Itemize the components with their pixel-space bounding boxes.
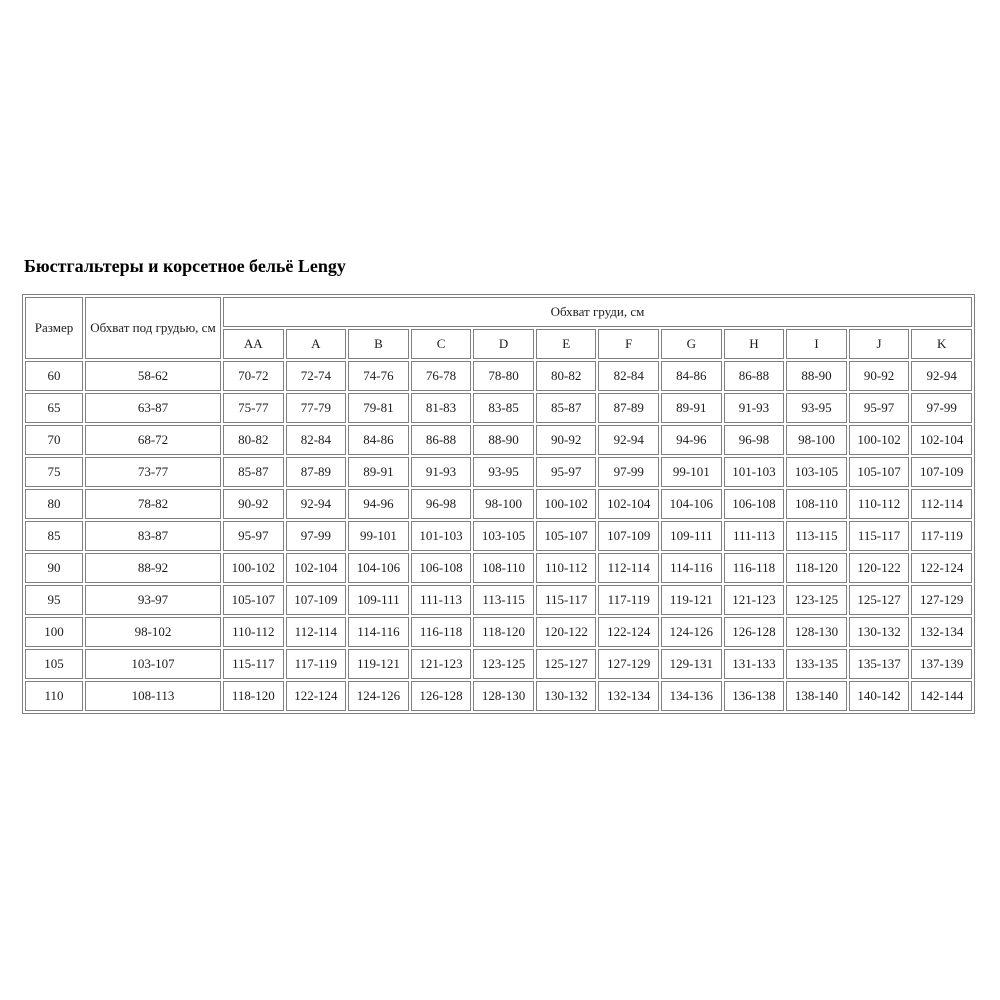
- bust-range-cell: 107-109: [286, 585, 347, 615]
- bust-range-cell: 87-89: [286, 457, 347, 487]
- bust-range-cell: 105-107: [223, 585, 284, 615]
- bust-range-cell: 107-109: [598, 521, 659, 551]
- bust-range-cell: 79-81: [348, 393, 409, 423]
- cup-column-header: C: [411, 329, 472, 359]
- size-cell: 105: [25, 649, 83, 679]
- bust-range-cell: 134-136: [661, 681, 722, 711]
- bust-range-cell: 124-126: [661, 617, 722, 647]
- bust-range-cell: 109-111: [348, 585, 409, 615]
- bust-range-cell: 100-102: [223, 553, 284, 583]
- bust-range-cell: 130-132: [536, 681, 597, 711]
- bust-range-cell: 110-112: [223, 617, 284, 647]
- bust-range-cell: 81-83: [411, 393, 472, 423]
- bust-range-cell: 95-97: [536, 457, 597, 487]
- bust-range-cell: 98-100: [786, 425, 847, 455]
- cup-column-header: G: [661, 329, 722, 359]
- bust-range-cell: 88-90: [786, 361, 847, 391]
- bust-range-cell: 102-104: [598, 489, 659, 519]
- bust-range-cell: 125-127: [849, 585, 910, 615]
- bust-range-cell: 119-121: [661, 585, 722, 615]
- bust-range-cell: 127-129: [598, 649, 659, 679]
- table-row: [25, 585, 972, 615]
- bust-range-cell: 103-105: [786, 457, 847, 487]
- cup-column-header: E: [536, 329, 597, 359]
- bust-range-cell: 108-110: [786, 489, 847, 519]
- bust-range-cell: 127-129: [911, 585, 972, 615]
- table-row: [25, 457, 972, 487]
- bust-range-cell: 94-96: [348, 489, 409, 519]
- bust-range-cell: 92-94: [598, 425, 659, 455]
- bust-range-cell: 109-111: [661, 521, 722, 551]
- bust-range-cell: 142-144: [911, 681, 972, 711]
- table-row: [25, 489, 972, 519]
- bust-range-cell: 97-99: [286, 521, 347, 551]
- bust-range-cell: 120-122: [536, 617, 597, 647]
- bust-range-cell: 105-107: [849, 457, 910, 487]
- bust-range-cell: 114-116: [661, 553, 722, 583]
- underbust-cell: 73-77: [85, 457, 221, 487]
- bust-range-cell: 96-98: [411, 489, 472, 519]
- bust-range-cell: 129-131: [661, 649, 722, 679]
- underbust-cell: 58-62: [85, 361, 221, 391]
- bust-range-cell: 111-113: [411, 585, 472, 615]
- bust-range-cell: 108-110: [473, 553, 534, 583]
- bust-range-cell: 124-126: [348, 681, 409, 711]
- bust-range-cell: 76-78: [411, 361, 472, 391]
- size-cell: 65: [25, 393, 83, 423]
- bust-range-cell: 106-108: [724, 489, 785, 519]
- cup-column-header: H: [724, 329, 785, 359]
- bust-range-cell: 97-99: [911, 393, 972, 423]
- bust-range-cell: 112-114: [911, 489, 972, 519]
- bust-range-cell: 91-93: [724, 393, 785, 423]
- bust-range-cell: 115-117: [223, 649, 284, 679]
- bust-range-cell: 118-120: [223, 681, 284, 711]
- bust-range-cell: 105-107: [536, 521, 597, 551]
- table-row: [25, 521, 972, 551]
- table-row: [25, 425, 972, 455]
- bust-range-cell: 132-134: [598, 681, 659, 711]
- bust-range-cell: 93-95: [786, 393, 847, 423]
- bust-range-cell: 104-106: [348, 553, 409, 583]
- bust-range-cell: 85-87: [536, 393, 597, 423]
- bust-range-cell: 75-77: [223, 393, 284, 423]
- bust-range-cell: 107-109: [911, 457, 972, 487]
- bust-range-cell: 92-94: [286, 489, 347, 519]
- bust-range-cell: 115-117: [536, 585, 597, 615]
- bust-range-cell: 85-87: [223, 457, 284, 487]
- size-cell: 60: [25, 361, 83, 391]
- bust-range-cell: 82-84: [598, 361, 659, 391]
- bust-range-cell: 101-103: [724, 457, 785, 487]
- bust-range-cell: 92-94: [911, 361, 972, 391]
- bust-range-cell: 116-118: [411, 617, 472, 647]
- bust-range-cell: 104-106: [661, 489, 722, 519]
- size-cell: 95: [25, 585, 83, 615]
- table-row: [25, 649, 972, 679]
- bust-range-cell: 99-101: [348, 521, 409, 551]
- size-cell: 70: [25, 425, 83, 455]
- bust-range-cell: 98-100: [473, 489, 534, 519]
- bust-range-cell: 86-88: [724, 361, 785, 391]
- size-cell: 90: [25, 553, 83, 583]
- bust-range-cell: 122-124: [911, 553, 972, 583]
- bust-range-cell: 114-116: [348, 617, 409, 647]
- bust-range-cell: 80-82: [223, 425, 284, 455]
- table-row: [25, 361, 972, 391]
- size-cell: 100: [25, 617, 83, 647]
- bust-range-cell: 133-135: [786, 649, 847, 679]
- bust-range-cell: 102-104: [286, 553, 347, 583]
- bust-range-cell: 100-102: [849, 425, 910, 455]
- table-row: [25, 681, 972, 711]
- cup-column-header: A: [286, 329, 347, 359]
- underbust-cell: 98-102: [85, 617, 221, 647]
- cup-column-header: F: [598, 329, 659, 359]
- size-cell: 75: [25, 457, 83, 487]
- bust-range-cell: 118-120: [473, 617, 534, 647]
- bust-range-cell: 123-125: [473, 649, 534, 679]
- bust-range-cell: 74-76: [348, 361, 409, 391]
- bust-range-cell: 138-140: [786, 681, 847, 711]
- bust-range-cell: 112-114: [598, 553, 659, 583]
- bust-range-cell: 103-105: [473, 521, 534, 551]
- bust-range-cell: 99-101: [661, 457, 722, 487]
- bust-range-cell: 132-134: [911, 617, 972, 647]
- table-body: [25, 361, 972, 711]
- bust-range-cell: 123-125: [786, 585, 847, 615]
- underbust-cell: 68-72: [85, 425, 221, 455]
- size-cell: 85: [25, 521, 83, 551]
- bust-range-cell: 121-123: [411, 649, 472, 679]
- size-cell: 80: [25, 489, 83, 519]
- bust-range-cell: 128-130: [473, 681, 534, 711]
- cup-column-header: K: [911, 329, 972, 359]
- bust-range-cell: 89-91: [348, 457, 409, 487]
- size-cell: 110: [25, 681, 83, 711]
- bust-range-cell: 126-128: [411, 681, 472, 711]
- cup-column-header: B: [348, 329, 409, 359]
- bust-range-cell: 117-119: [598, 585, 659, 615]
- bust-range-cell: 90-92: [849, 361, 910, 391]
- bust-range-cell: 72-74: [286, 361, 347, 391]
- bust-range-cell: 87-89: [598, 393, 659, 423]
- bust-range-cell: 117-119: [911, 521, 972, 551]
- bust-range-cell: 121-123: [724, 585, 785, 615]
- bust-range-cell: 84-86: [348, 425, 409, 455]
- bust-range-cell: 95-97: [223, 521, 284, 551]
- bust-range-cell: 125-127: [536, 649, 597, 679]
- bust-range-cell: 83-85: [473, 393, 534, 423]
- bust-range-cell: 128-130: [786, 617, 847, 647]
- bust-range-cell: 112-114: [286, 617, 347, 647]
- bust-range-cell: 140-142: [849, 681, 910, 711]
- table-header-row-top: [25, 297, 972, 327]
- bust-range-cell: 118-120: [786, 553, 847, 583]
- bust-range-cell: 90-92: [223, 489, 284, 519]
- bust-range-cell: 126-128: [724, 617, 785, 647]
- bust-range-cell: 80-82: [536, 361, 597, 391]
- bust-range-cell: 122-124: [286, 681, 347, 711]
- bust-range-cell: 93-95: [473, 457, 534, 487]
- underbust-cell: 88-92: [85, 553, 221, 583]
- table-row: [25, 393, 972, 423]
- bust-range-cell: 77-79: [286, 393, 347, 423]
- underbust-cell: 93-97: [85, 585, 221, 615]
- column-header-underbust: Обхват под грудью, см: [85, 297, 221, 359]
- bust-range-cell: 117-119: [286, 649, 347, 679]
- bust-range-cell: 96-98: [724, 425, 785, 455]
- bust-range-cell: 91-93: [411, 457, 472, 487]
- bust-range-cell: 101-103: [411, 521, 472, 551]
- bust-range-cell: 95-97: [849, 393, 910, 423]
- underbust-cell: 63-87: [85, 393, 221, 423]
- table-header: [25, 297, 972, 359]
- bust-range-cell: 100-102: [536, 489, 597, 519]
- bust-range-cell: 78-80: [473, 361, 534, 391]
- underbust-cell: 83-87: [85, 521, 221, 551]
- bust-range-cell: 110-112: [536, 553, 597, 583]
- underbust-cell: 78-82: [85, 489, 221, 519]
- size-chart-table: [22, 294, 975, 714]
- bust-range-cell: 115-117: [849, 521, 910, 551]
- bust-range-cell: 120-122: [849, 553, 910, 583]
- column-header-size: Размер: [25, 297, 83, 359]
- bust-range-cell: 113-115: [786, 521, 847, 551]
- bust-range-cell: 106-108: [411, 553, 472, 583]
- underbust-cell: 103-107: [85, 649, 221, 679]
- bust-range-cell: 84-86: [661, 361, 722, 391]
- bust-range-cell: 88-90: [473, 425, 534, 455]
- bust-range-cell: 82-84: [286, 425, 347, 455]
- bust-range-cell: 137-139: [911, 649, 972, 679]
- cup-column-header: D: [473, 329, 534, 359]
- cup-column-header: I: [786, 329, 847, 359]
- column-group-header-bust: Обхват груди, см: [223, 297, 972, 327]
- bust-range-cell: 102-104: [911, 425, 972, 455]
- page-title: Бюстгальтеры и корсетное бельё Lengy: [24, 256, 346, 276]
- bust-range-cell: 131-133: [724, 649, 785, 679]
- bust-range-cell: 94-96: [661, 425, 722, 455]
- bust-range-cell: 89-91: [661, 393, 722, 423]
- bust-range-cell: 97-99: [598, 457, 659, 487]
- table-row: [25, 553, 972, 583]
- bust-range-cell: 130-132: [849, 617, 910, 647]
- cup-column-header: AA: [223, 329, 284, 359]
- bust-range-cell: 135-137: [849, 649, 910, 679]
- bust-range-cell: 122-124: [598, 617, 659, 647]
- bust-range-cell: 110-112: [849, 489, 910, 519]
- bust-range-cell: 90-92: [536, 425, 597, 455]
- bust-range-cell: 111-113: [724, 521, 785, 551]
- bust-range-cell: 136-138: [724, 681, 785, 711]
- underbust-cell: 108-113: [85, 681, 221, 711]
- cup-column-header: J: [849, 329, 910, 359]
- table-row: [25, 617, 972, 647]
- bust-range-cell: 119-121: [348, 649, 409, 679]
- bust-range-cell: 86-88: [411, 425, 472, 455]
- bust-range-cell: 113-115: [473, 585, 534, 615]
- bust-range-cell: 116-118: [724, 553, 785, 583]
- bust-range-cell: 70-72: [223, 361, 284, 391]
